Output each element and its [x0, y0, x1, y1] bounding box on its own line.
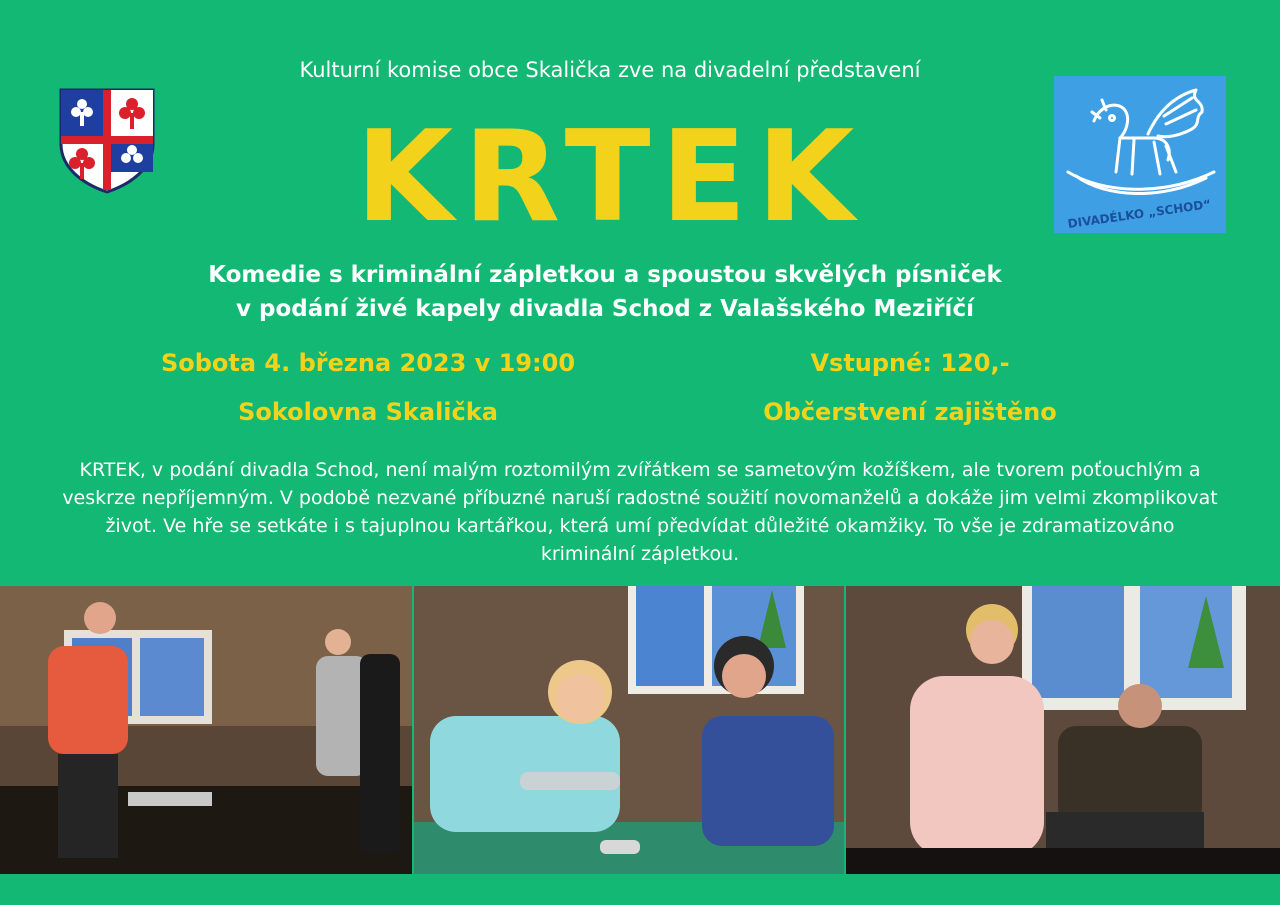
- show-description: KRTEK, v podání divadla Schod, není malým roztomilým zvířátkem se sametovým kožíškem, ale tvorem poťouchlým a veskrze nepříjemným. V podobě nezvané příbuzné naruší radostné soužití novomanželů a dokáže jim velmi zkomplikovat život. Ve hře se setkáte i s tajuplnou kartářkou, která umí předvídat důležité okamžiky. To vše je zdramatizováno kriminální zápletkou.: [62, 459, 1218, 565]
- event-venue: Sokolovna Skalička: [238, 398, 498, 426]
- event-date: Sobota 4. března 2023 v 19:00: [160, 349, 576, 377]
- show-title: KRTEK: [355, 103, 865, 250]
- refreshments-note: Občerstvení zajištěno: [763, 398, 1057, 426]
- logo-text: DIVADÉLKO „SCHOD“: [1066, 197, 1212, 232]
- subtitle-line-2: v podání živé kapely divadla Schod z Valašského Meziříčí: [236, 296, 974, 322]
- invitation-line: Kulturní komise obce Skalička zve na divadelní představení: [299, 58, 921, 82]
- performance-photo-2: [414, 586, 844, 874]
- subtitle-line-1: Komedie s kriminální zápletkou a spoustou skvělých písniček: [208, 262, 1002, 288]
- performance-photo-3: [846, 586, 1280, 874]
- bottom-band: [0, 874, 1280, 905]
- coat-of-arms-icon: [57, 86, 157, 194]
- show-subtitle: [0, 258, 1210, 326]
- entry-fee: Vstupné: 120,-: [810, 349, 1010, 377]
- theatre-logo-icon: [1054, 76, 1226, 233]
- performance-photo-1: [0, 586, 412, 874]
- photo-strip: [0, 586, 1280, 874]
